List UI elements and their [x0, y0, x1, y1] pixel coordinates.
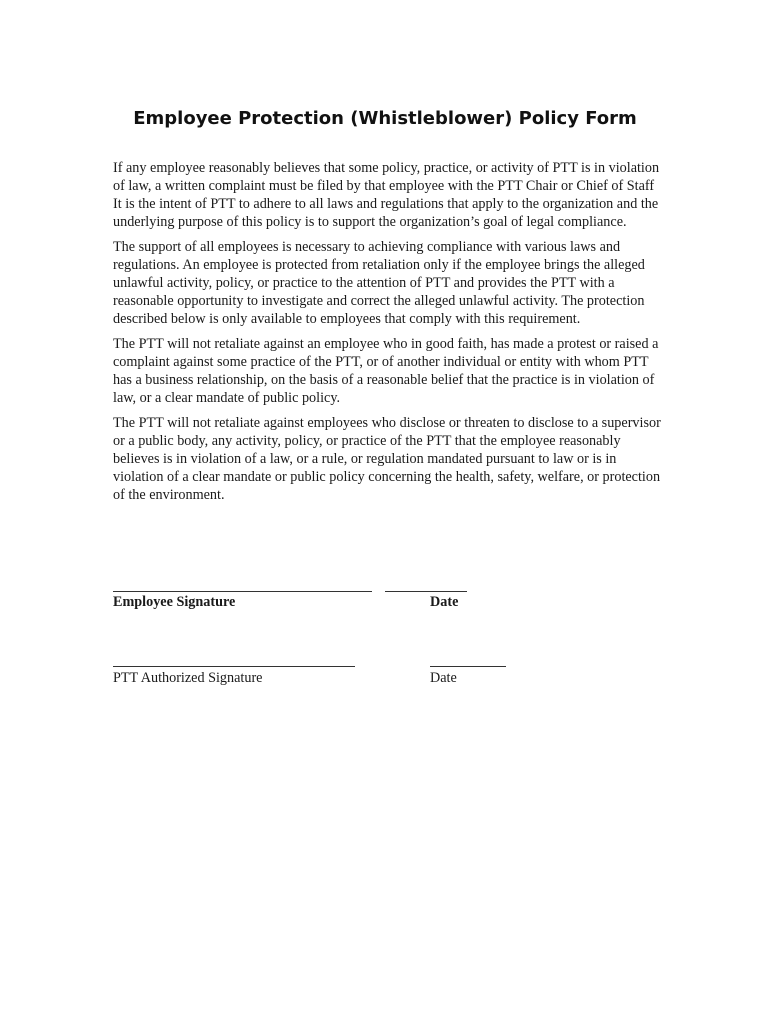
- policy-body: [113, 159, 661, 511]
- employee-signature-label: Employee Signature: [113, 594, 236, 610]
- authorized-signature-label: PTT Authorized Signature: [113, 670, 263, 686]
- paragraph-3: The PTT will not retaliate against an employee who in good faith, has made a protest or raised a complaint against some practice of the PTT, or of another individual or entity with whom PTT has a business relationship, on the basis of a reasonable belief that the practice is in violation of law, or a clear mandate of public policy.: [113, 336, 659, 406]
- page-title: Employee Protection (Whistleblower) Policy Form: [133, 108, 637, 129]
- authorized-date-label: Date: [430, 670, 457, 686]
- employee-date-line[interactable]: [385, 591, 467, 592]
- paragraph-4: The PTT will not retaliate against employees who disclose or threaten to disclose to a supervisor or a public body, any activity, policy, or practice of the PTT that the employee reasonably believes is in violation of a law, or a rule, or regulation mandated pursuant to law or is in violation of a clear mandate or public policy concerning the health, safety, welfare, or protection of the environment.: [113, 415, 661, 503]
- employee-signature-line[interactable]: [113, 591, 372, 592]
- employee-date-label: Date: [430, 594, 459, 610]
- paragraph-1: If any employee reasonably believes that some policy, practice, or activity of PTT is in violation of law, a written complaint must be filed by that employee with the PTT Chair or Chief of Staff It is the intent of PTT to adhere to all laws and regulations that apply to the organization and the underlying purpose of this policy is to support the organization’s goal of legal compliance.: [113, 160, 660, 230]
- paragraph-2: The support of all employees is necessary to achieving compliance with various laws and regulations. An employee is protected from retaliation only if the employee brings the alleged unlawful activity, policy, or practice to the attention of PTT and provides the PTT with a reasonable opportunity to investigate and correct the alleged unlawful activity. The protection described below is only available to employees that comply with this requirement.: [113, 239, 645, 327]
- authorized-signature-line[interactable]: [113, 666, 355, 667]
- authorized-date-line[interactable]: [430, 666, 506, 667]
